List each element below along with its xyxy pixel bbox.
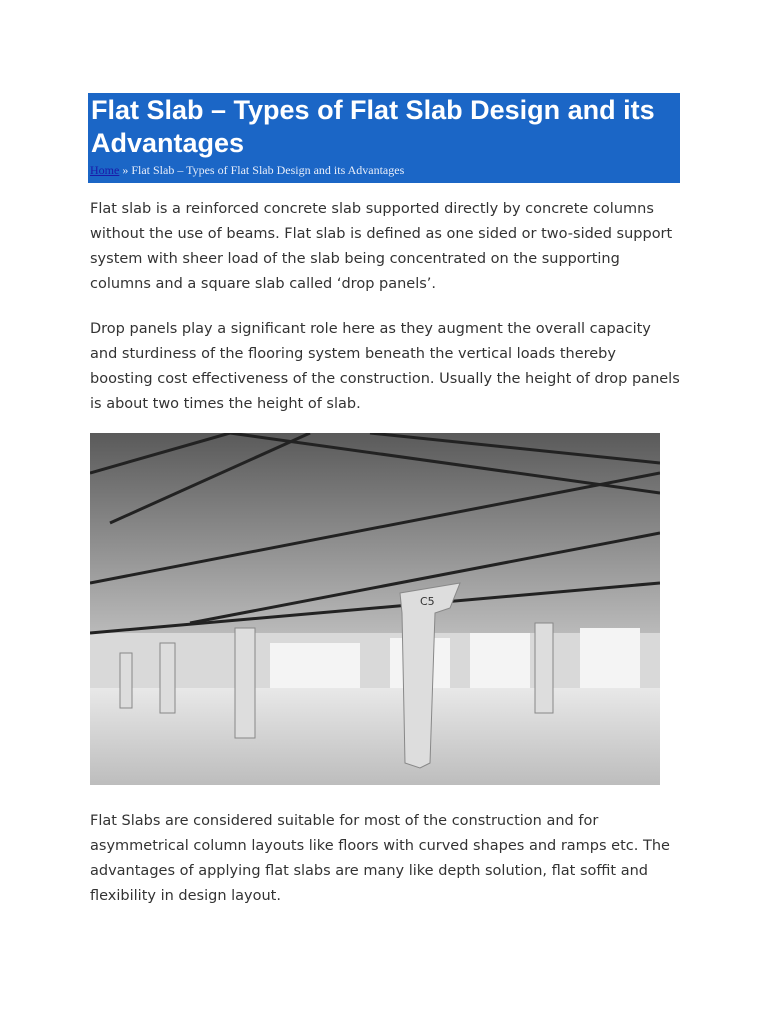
- column-label: C5: [420, 595, 435, 608]
- title-banner: [88, 93, 680, 183]
- breadcrumb-current: Flat Slab – Types of Flat Slab Design and its Advantages: [131, 163, 405, 177]
- advantages-paragraph: Flat Slabs are considered suitable for most of the construction and for asymmetrical column layouts like floors with curved shapes and ramps etc. The advantages of applying flat slabs are many like depth solution, flat soffit and flexibility in design layout.: [90, 813, 670, 904]
- breadcrumb: [90, 163, 678, 177]
- page-title: Flat Slab – Types of Flat Slab Design and its Advantages: [91, 95, 655, 158]
- breadcrumb-separator: »: [119, 163, 132, 177]
- flat-slab-photo: [90, 433, 660, 785]
- drop-panels-paragraph: Drop panels play a significant role here as they augment the overall capacity and sturdiness of the flooring system beneath the vertical loads thereby boosting cost effectiveness of the construction. Usually the height of drop panels is about two times the height of slab.: [90, 321, 680, 412]
- breadcrumb-home-link[interactable]: Home: [90, 163, 120, 177]
- intro-paragraph: Flat slab is a reinforced concrete slab supported directly by concrete columns without the use of beams. Flat slab is defined as one sided or two-sided support system with sheer load of the slab being concentrated on the supporting columns and a square slab called ‘drop panels’.: [90, 201, 673, 292]
